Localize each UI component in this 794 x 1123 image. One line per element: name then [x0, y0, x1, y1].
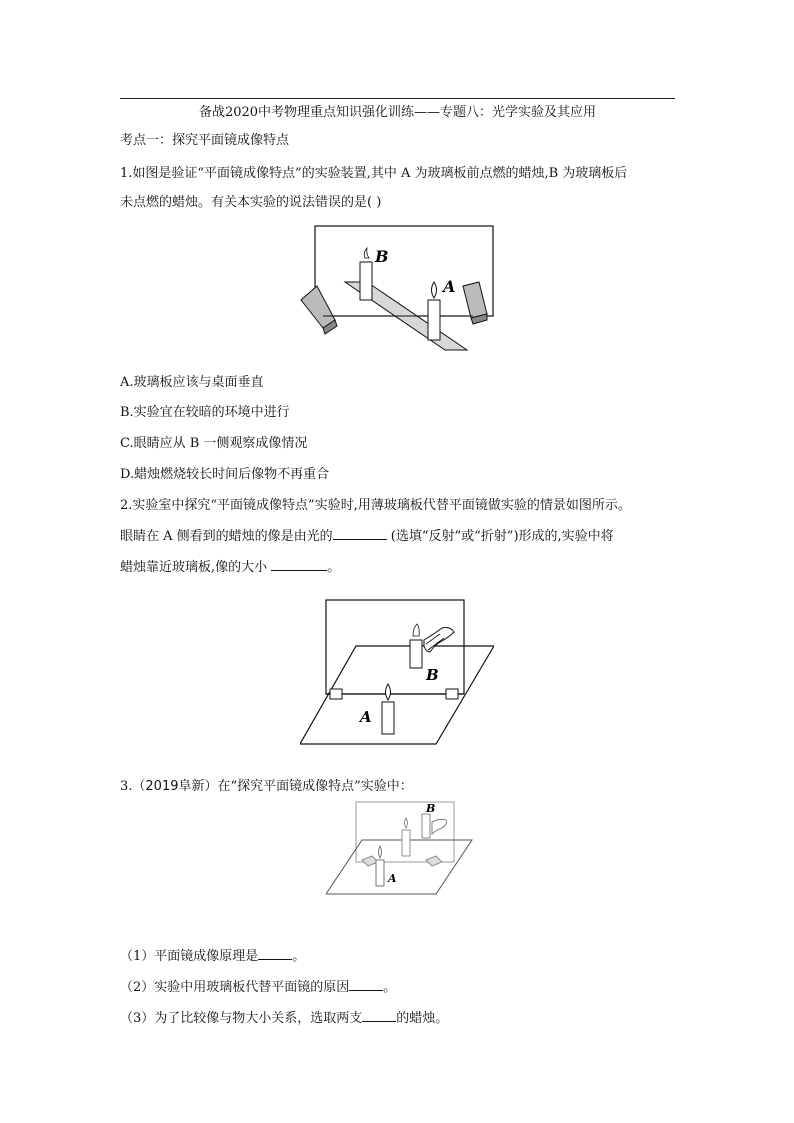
q3-sub-3-end: 的蜡烛。: [396, 1011, 449, 1026]
q2-label-a: A: [360, 708, 372, 726]
q3-sub-2-text: （2）实验中用玻璃板代替平面镜的原因: [120, 980, 350, 995]
section-heading: 考点一：探究平面镜成像特点: [120, 133, 290, 148]
q1-option-b[interactable]: B.实验宜在较暗的环境中进行: [120, 405, 290, 420]
q3-sub-2-end: 。: [383, 980, 397, 995]
q3-answer-blank-3[interactable]: [362, 1009, 396, 1022]
q2-stem-line2: [120, 525, 614, 544]
q2-stem-line1: 2.实验室中探究“平面镜成像特点”实验时,用薄玻璃板代替平面镜做实验的情景如图所示。: [120, 498, 631, 513]
q2-figure: [300, 598, 494, 748]
q3-sub-1: [120, 945, 305, 964]
q1-label-b: B: [375, 247, 389, 266]
q3-sub-3-text: （3）为了比较像与物大小关系，选取两支: [120, 1011, 363, 1026]
q2-stem-line2-start: 眼睛在 A 侧看到的蜡烛的像是由光的: [120, 529, 333, 544]
q3-stem-start: 3.（: [120, 779, 146, 794]
q3-figure: [326, 800, 474, 896]
q1-stem-line2: 未点燃的蜡烛。有关本实验的说法错误的是( ): [120, 195, 382, 210]
q2-answer-blank-1[interactable]: [333, 527, 387, 540]
q1-option-c[interactable]: C.眼睛应从 B 一侧观察成像情况: [120, 436, 308, 451]
q3-label-a: A: [388, 872, 397, 885]
q2-stem-line3: [120, 556, 340, 575]
q2-answer-blank-2[interactable]: [271, 558, 327, 571]
q2-stem-line2-end: (选填“反射”或“折射”)形成的,实验中将: [390, 529, 614, 544]
q3-sub-1-text: （1）平面镜成像原理是: [120, 949, 259, 964]
q3-label-b: B: [426, 802, 436, 815]
q3-stem: [120, 775, 413, 794]
q2-stem-line3-start: 蜡烛靠近玻璃板,像的大小: [120, 560, 268, 575]
q3-answer-blank-1[interactable]: [258, 947, 292, 960]
q1-figure: [295, 222, 495, 354]
q3-sub-3: [120, 1007, 448, 1026]
q3-year: 2019: [145, 779, 179, 794]
q1-label-a: A: [443, 277, 456, 296]
q1-option-a[interactable]: A.玻璃板应该与桌面垂直: [120, 375, 264, 390]
q3-stem-end: 阜新）在“探究平面镜成像特点”实验中：: [178, 779, 413, 794]
q3-answer-blank-2[interactable]: [349, 978, 383, 991]
q2-stem-line3-end: 。: [327, 560, 341, 575]
q1-option-d[interactable]: D.蜡烛燃烧较长时间后像物不再重合: [120, 467, 330, 482]
q3-sub-2: [120, 976, 396, 995]
q2-label-b: B: [426, 666, 439, 684]
header-rule: [120, 98, 675, 99]
page-title: 备战2020中考物理重点知识强化训练——专题八：光学实验及其应用: [198, 105, 597, 120]
q3-sub-1-end: 。: [292, 949, 306, 964]
q1-stem-line1: 1.如图是验证“平面镜成像特点”的实验装置,其中 A 为玻璃板前点燃的蜡烛,B 为玻璃板后: [120, 166, 628, 181]
